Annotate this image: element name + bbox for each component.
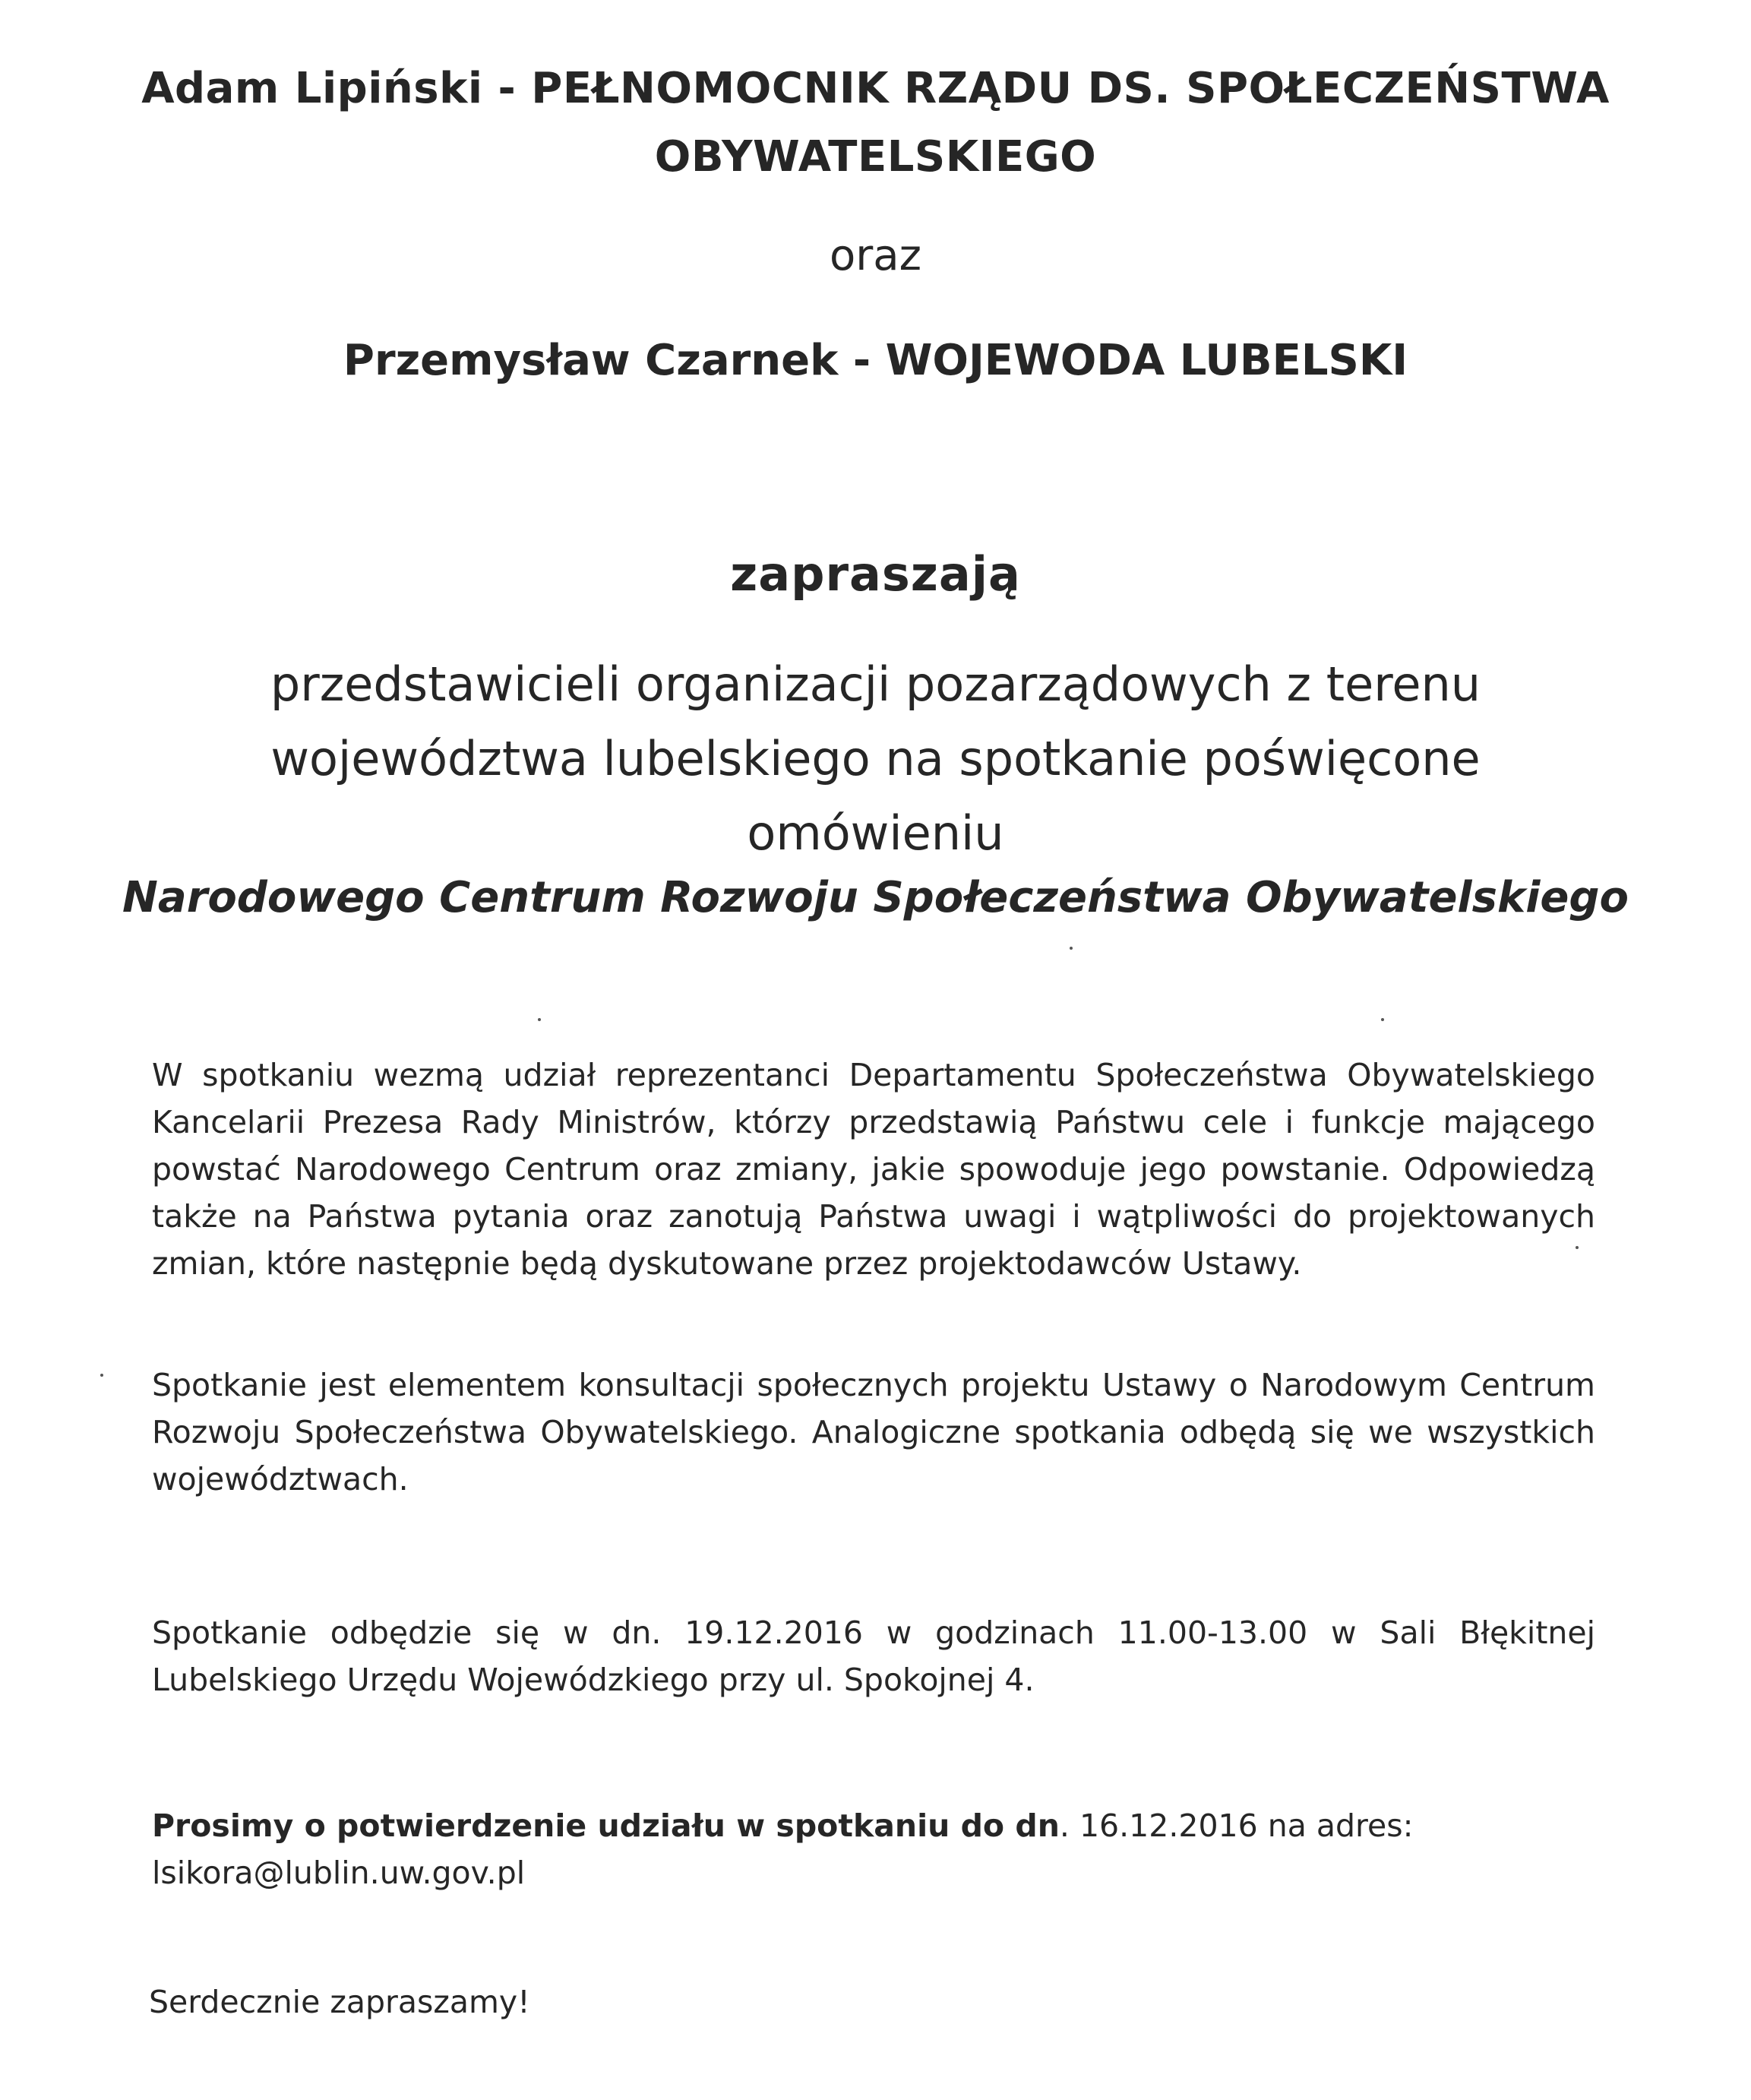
paragraph-participants [152, 1052, 1595, 1287]
header-line-3: Przemysław Czarnek - WOJEWODA LUBELSKI [343, 336, 1408, 385]
rsvp-email: lsikora@lublin.uw.gov.pl [152, 1855, 526, 1891]
paragraph-line: także na Państwa pytania oraz zanotują Państwa uwagi i wątpliwości do projektowanych [152, 1198, 1595, 1235]
scan-speck [538, 1018, 541, 1021]
paragraph-line: Lubelskiego Urzędu Wojewódzkiego przy ul. Spokojnej 4. [152, 1662, 1035, 1698]
invitation-line: omówieniu [747, 805, 1004, 861]
paragraph-line: zmian, które następnie będą dyskutowane przez projektodawców Ustawy. [152, 1245, 1302, 1282]
scan-speck [100, 1374, 103, 1377]
scan-speck [1070, 947, 1073, 950]
header-line-1: Adam Lipiński - PEŁNOMOCNIK RZĄDU DS. SPOŁECZEŃSTWA [141, 64, 1610, 113]
invitation-line: przedstawicieli organizacji pozarządowych z terenu [270, 656, 1481, 712]
paragraph-line: Kancelarii Prezesa Rady Ministrów, którzy przedstawią Państwu cele i funkcje mającego [152, 1104, 1595, 1140]
paragraph-rsvp [152, 1802, 1595, 1896]
conjunction: oraz [830, 231, 921, 280]
scan-speck [1576, 1246, 1579, 1249]
rsvp-line [152, 1802, 1595, 1849]
paragraph-line: Spotkanie jest elementem konsultacji społecznych projektu Ustawy o Narodowym Centrum [152, 1367, 1595, 1403]
paragraph-line: powstać Narodowego Centrum oraz zmiany, jakie spowoduje jego powstanie. Odpowiedzą [152, 1151, 1595, 1188]
rsvp-bold-text: Prosimy o potwierdzenie udziału w spotkaniu do dn [152, 1807, 1060, 1844]
closing-line: Serdecznie zapraszamy! [149, 1984, 530, 2020]
scan-speck [1381, 1018, 1384, 1021]
paragraph-line: Spotkanie odbędzie się w dn. 19.12.2016 w godzinach 11.00-13.00 w Sali Błękitnej [152, 1615, 1595, 1651]
paragraph-line: Rozwoju Społeczeństwa Obywatelskiego. Analogiczne spotkania odbędą się we wszystkich [152, 1414, 1595, 1450]
rsvp-date-text: . 16.12.2016 na adres: [1059, 1807, 1414, 1844]
invitation-verb: zapraszają [730, 546, 1021, 602]
paragraph-line: W spotkaniu wezmą udział reprezentanci Departamentu Społeczeństwa Obywatelskiego [152, 1057, 1595, 1093]
invitation-text [0, 647, 1751, 871]
paragraph-consultation [152, 1362, 1595, 1503]
paragraph-line: województwach. [152, 1461, 409, 1498]
invitation-subject: Narodowego Centrum Rozwoju Społeczeństwa Obywatelskiego [122, 873, 1629, 922]
paragraph-meeting-details [152, 1609, 1595, 1703]
invitation-line: województwa lubelskiego na spotkanie poświęcone [270, 731, 1481, 786]
header-line-2: OBYWATELSKIEGO [654, 132, 1097, 182]
